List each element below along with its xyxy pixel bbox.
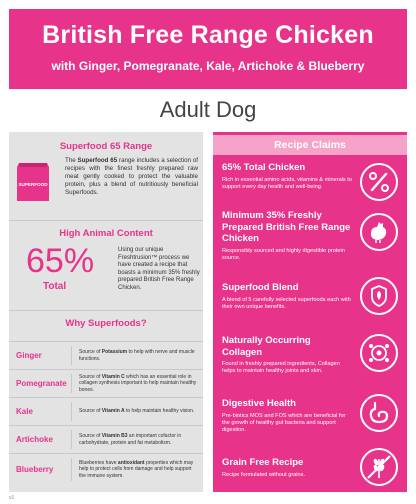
superfood-description: Source of Vitamin B3 an important cofactor in carbohydrate, protein and fat metabolism. [79,433,182,446]
table-row [9,341,203,369]
grain-free-icon [359,447,399,487]
percent-icon [359,162,399,202]
table-row [9,453,203,485]
banner-title: British Free Range Chicken [42,21,374,49]
claims-title: Recipe Claims [274,139,346,151]
content-title: High Animal Content [59,228,153,239]
page-title: Adult Dog [159,97,257,122]
superfood-description: Source of Potassium to help with nerve and muscle functions. [79,349,195,362]
superfood-name: Pomegranate [16,379,67,388]
table-row [9,425,203,453]
title-banner [9,9,407,89]
claims-header [213,135,407,155]
total-label: Total [43,281,67,292]
range-description: The Superfood 65 range includes a selection of recipes with the finest freshly prepared raw meat gently cooked to protect the valuable protein, plus a blend of nutritiously beneficial Superfoods. [65,157,198,196]
superfood-description: Source of Vitamin C which has an essential role in collagen synthesis important to help maintain healthy bones. [79,374,197,393]
total-percent: 65% [26,242,95,280]
claim-collagen: Naturally Occurring Collagen Found in freshly prepared ingredients, Collagen helps to maintain healthy joints and skin. [222,335,340,374]
claim-superfood-blend: Superfood Blend A blend of 5 carefully selected superfoods each with their own unique benefits. [222,282,351,310]
superfood-name: Ginger [16,351,42,360]
superfood-name: Artichoke [16,435,53,444]
digestive-icon [359,393,399,433]
collagen-icon [359,333,399,373]
superfoods-title: Why Superfoods? [65,318,147,329]
superfood-description: Blueberries have antioxidant properties which may help to protect cells from damage and help support the immune system. [79,460,194,479]
superfood-description: Source of Vitamin A to help maintain healthy vision. [79,408,195,415]
content-description: Using our unique Freshtrusion™ process we have created a recipe that boasts a minimum 35% freshly prepared British Free Range Chicken. [118,247,200,291]
superfood-name: Kale [16,407,33,416]
divider [9,310,203,311]
superfood-name: Blueberry [16,465,54,474]
chicken-icon [359,212,399,252]
divider [9,220,203,221]
range-title: Superfood 65 Range [59,141,153,152]
bag-label: SUPERFOOD [18,182,48,187]
version-label: v1 [9,495,15,501]
claim-grain-free: Grain Free Recipe Recipe formulated without grains. [222,457,306,478]
table-row [9,397,203,425]
claim-free-range-chicken: Minimum 35% Freshly Prepared British Free Range Chicken Responsibly sourced and highly digestible protein source. [222,210,351,261]
claim-digestive-health: Digestive Health Pre-biotics MOS and FOS which are beneficial for the growth of healthy gut bacteria and support digestion. [222,398,346,433]
banner-subtitle: with Ginger, Pomegranate, Kale, Artichoke & Blueberry [51,59,365,73]
product-bag-icon [12,159,54,203]
claim-total-chicken: 65% Total Chicken Rich in essential amino acids, vitamins & minerals to support every day health and well-being. [222,162,352,190]
table-row [9,369,203,397]
superfoods-table [9,341,203,485]
superfood-icon [359,276,399,316]
